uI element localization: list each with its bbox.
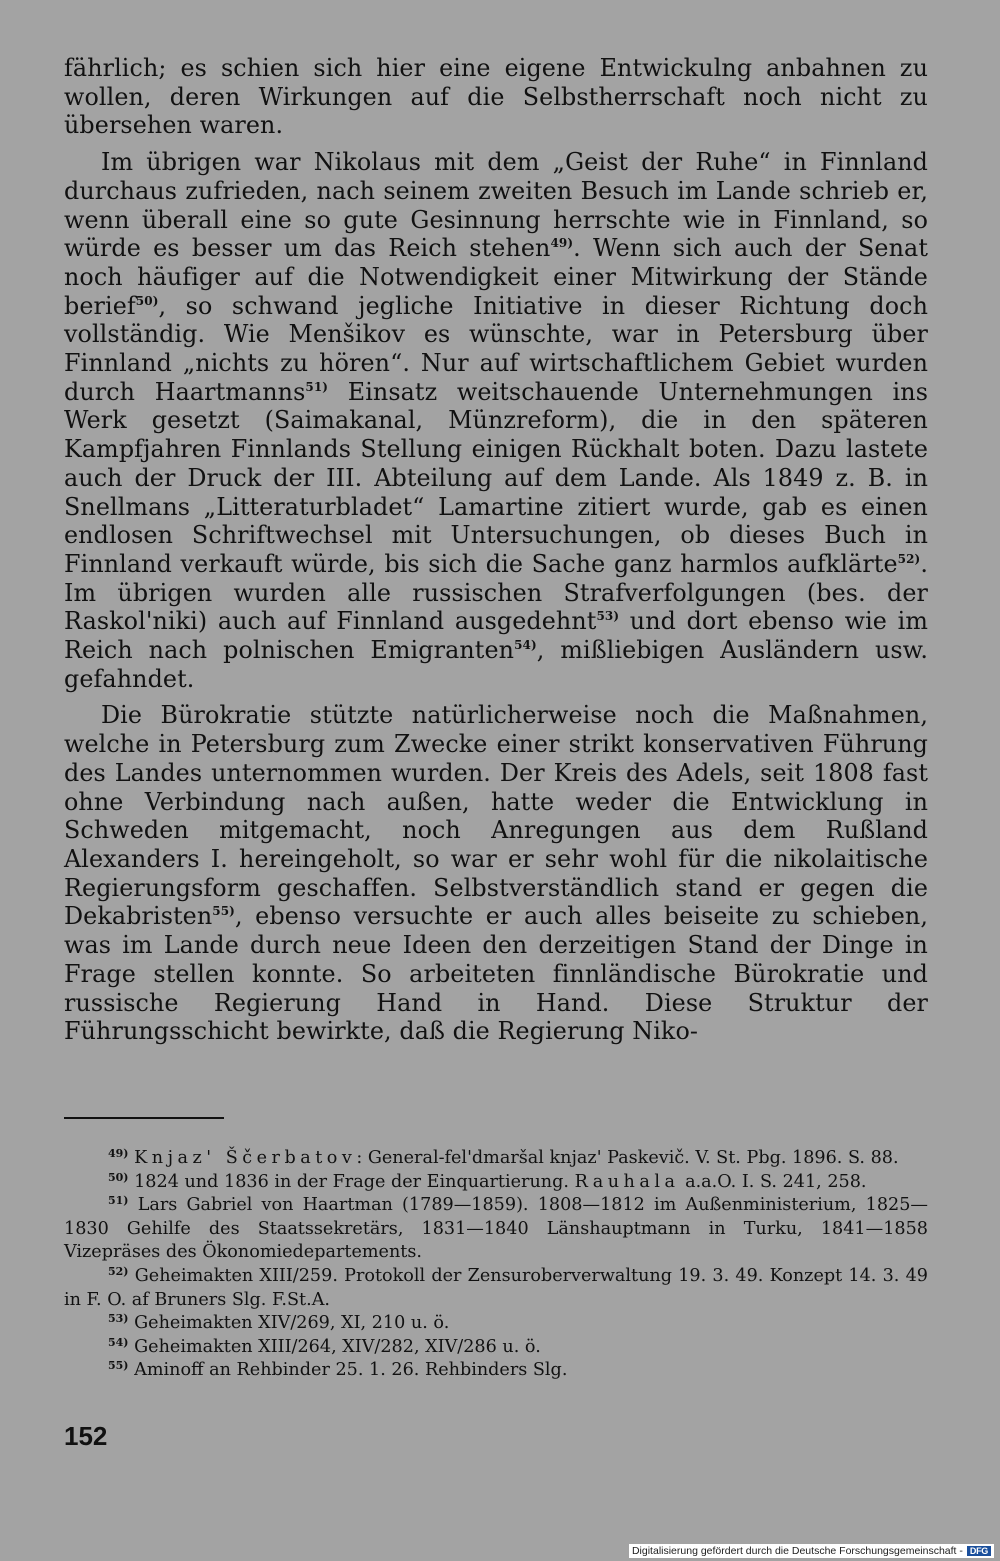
footnote-text: 1824 und 1836 in der Frage der Einquartierung. (134, 1171, 575, 1192)
footnote-separator (64, 1117, 224, 1119)
footnote-number: 53) (108, 1312, 129, 1326)
footnote-text: Geheimakten XIII/259. Protokoll der Zensuroberverwaltung 19. 3. 49. Konzept 14. 3. 49 in F. O. af Bruners Slg. F.St.A. (64, 1265, 928, 1310)
footnotes (64, 1147, 928, 1383)
footnote-text: a.a.O. I. S. 241, 258. (679, 1171, 867, 1192)
paragraph-text: , mißliebigen Ausländern usw. gefahndet. (64, 636, 928, 693)
footnote-text: Geheimakten XIV/269, XI, 210 u. ö. (134, 1313, 450, 1334)
paragraph-text: , ebenso versuchte er auch alles beiseite zu schieben, was im Lande durch neue Ideen den derzeitigen Stand der Dinge in Frage stellen konnte. So arbeiteten finnländische Bürokratie und russische Regierung Hand in Hand. Diese Struktur der Führungsschicht bewirkte, daß die Regierung Niko- (64, 902, 928, 1046)
footnote-reference: 51) (305, 379, 329, 394)
page-number: 152 (64, 1421, 108, 1451)
paragraph-text: . Im übrigen wurden alle russischen Strafverfolgungen (bes. der Raskol'niki) auch auf Finnland ausgedehnt (64, 549, 928, 636)
paragraph-text: , so schwand jegliche Initiative in dieser Richtung doch vollständig. Wie Menšikov es wünschte, war in Petersburg über Finnland „nichts zu hören“. Nur auf wirtschaftlichem Gebiet wurden durch Haartmanns (64, 291, 928, 406)
paragraph-text: fährlich; es schien sich hier eine eigene Entwickulng anbahnen zu wollen, deren Wirkungen auf die Selbstherrschaft noch nicht zu übersehen waren. (64, 54, 928, 140)
footnote-text: : General-fel'dmaršal knjaz' Paskevič. V. St. Pbg. 1896. S. 88. (356, 1148, 899, 1168)
paragraph (64, 54, 928, 140)
footnote-number: 54) (108, 1335, 129, 1349)
footnote-number: 55) (108, 1359, 129, 1373)
footnote-number: 52) (108, 1264, 129, 1278)
footnote-text: Lars Gabriel von Haartman (1789—1859). 1808—1812 im Außenministerium, 1825—1830 Gehilfe des Staatssekretärs, 1831—1840 Länshauptmann in Turku, 1841—1858 Vizepräses des Ökonomiedepartements. (64, 1195, 928, 1263)
footnote-author: Knjaz' Ščerbatov (134, 1148, 357, 1168)
paragraph-text: . Wenn sich auch der Senat noch häufiger auf die Notwendigkeit einer Mitwirkung der Stände berief (64, 234, 928, 320)
footnote (64, 1265, 928, 1312)
document-page (64, 54, 928, 1046)
footnote-reference: 55) (212, 904, 235, 919)
paragraph-text: Im übrigen war Nikolaus mit dem „Geist der Ruhe“ in Finnland durchaus zufrieden, nach seinem zweiten Besuch im Lande schrieb er, wenn überall eine so gute Gesinnung herrschte wie in Finnland, so würde es besser um das Reich stehen (64, 148, 928, 263)
footnote (64, 1312, 928, 1336)
footnote-reference: 52) (897, 551, 921, 566)
paragraph-text: Die Bürokratie stützte natürlicherweise noch die Maßnahmen, welche in Petersburg zum Zwecke einer strikt konservativen Führung des Landes unternommen wurden. Der Kreis des Adels, seit 1808 fast ohne Verbindung nach außen, hatte weder die Entwicklung in Schweden mitgemacht, noch Anregungen aus dem Rußland Alexanders I. hereingeholt, so war er sehr wohl für die nikolaitische Regierungsform geschaffen. Selbstverständlich stand er gegen die Dekabristen (64, 701, 928, 931)
digitization-credit (629, 1544, 994, 1558)
credit-text: Digitalisierung gefördert durch die Deutsche Forschungsgemeinschaft - (631, 1545, 963, 1557)
footnote (64, 1336, 928, 1360)
paragraph (64, 701, 928, 1045)
footnote (64, 1171, 928, 1195)
footnote (64, 1194, 928, 1265)
footnote-number: 49) (108, 1147, 129, 1160)
footnote-reference: 54) (514, 638, 537, 653)
footnote-number: 50) (108, 1170, 129, 1184)
footnote-reference: 50) (135, 293, 159, 308)
footnote-reference: 53) (596, 609, 620, 624)
footnote-reference: 49) (550, 236, 574, 251)
body-text (64, 54, 928, 1046)
paragraph-text: und dort ebenso wie im Reich nach polnischen Emigranten (64, 607, 928, 665)
footnote-text: Geheimakten XIII/264, XIV/282, XIV/286 u. ö. (134, 1336, 541, 1357)
footnote-author: Rauhala (574, 1171, 680, 1192)
paragraph-text: Einsatz weitschauende Unternehmungen ins Werk gesetzt (Saimakanal, Münzreform), die in den späteren Kampfjahren Finnlands Stellung einigen Rückhalt boten. Dazu lastete auch der Druck der III. Abteilung auf dem Lande. Als 1849 z. B. in Snellmans „Litteraturbladet“ Lamartine zitiert wurde, gab es einen endlosen Schriftwechsel mit Untersuchungen, ob dieses Buch in Finnland verkauft würde, bis sich die Sache ganz harmlos aufklärte (64, 377, 929, 578)
footnote (64, 1359, 928, 1383)
footnote (64, 1147, 928, 1171)
footnote-text: Aminoff an Rehbinder 25. 1. 26. Rehbinders Slg. (134, 1360, 568, 1381)
paragraph (64, 148, 928, 693)
footnote-number: 51) (108, 1194, 129, 1208)
dfg-logo: DFG (967, 1546, 991, 1556)
